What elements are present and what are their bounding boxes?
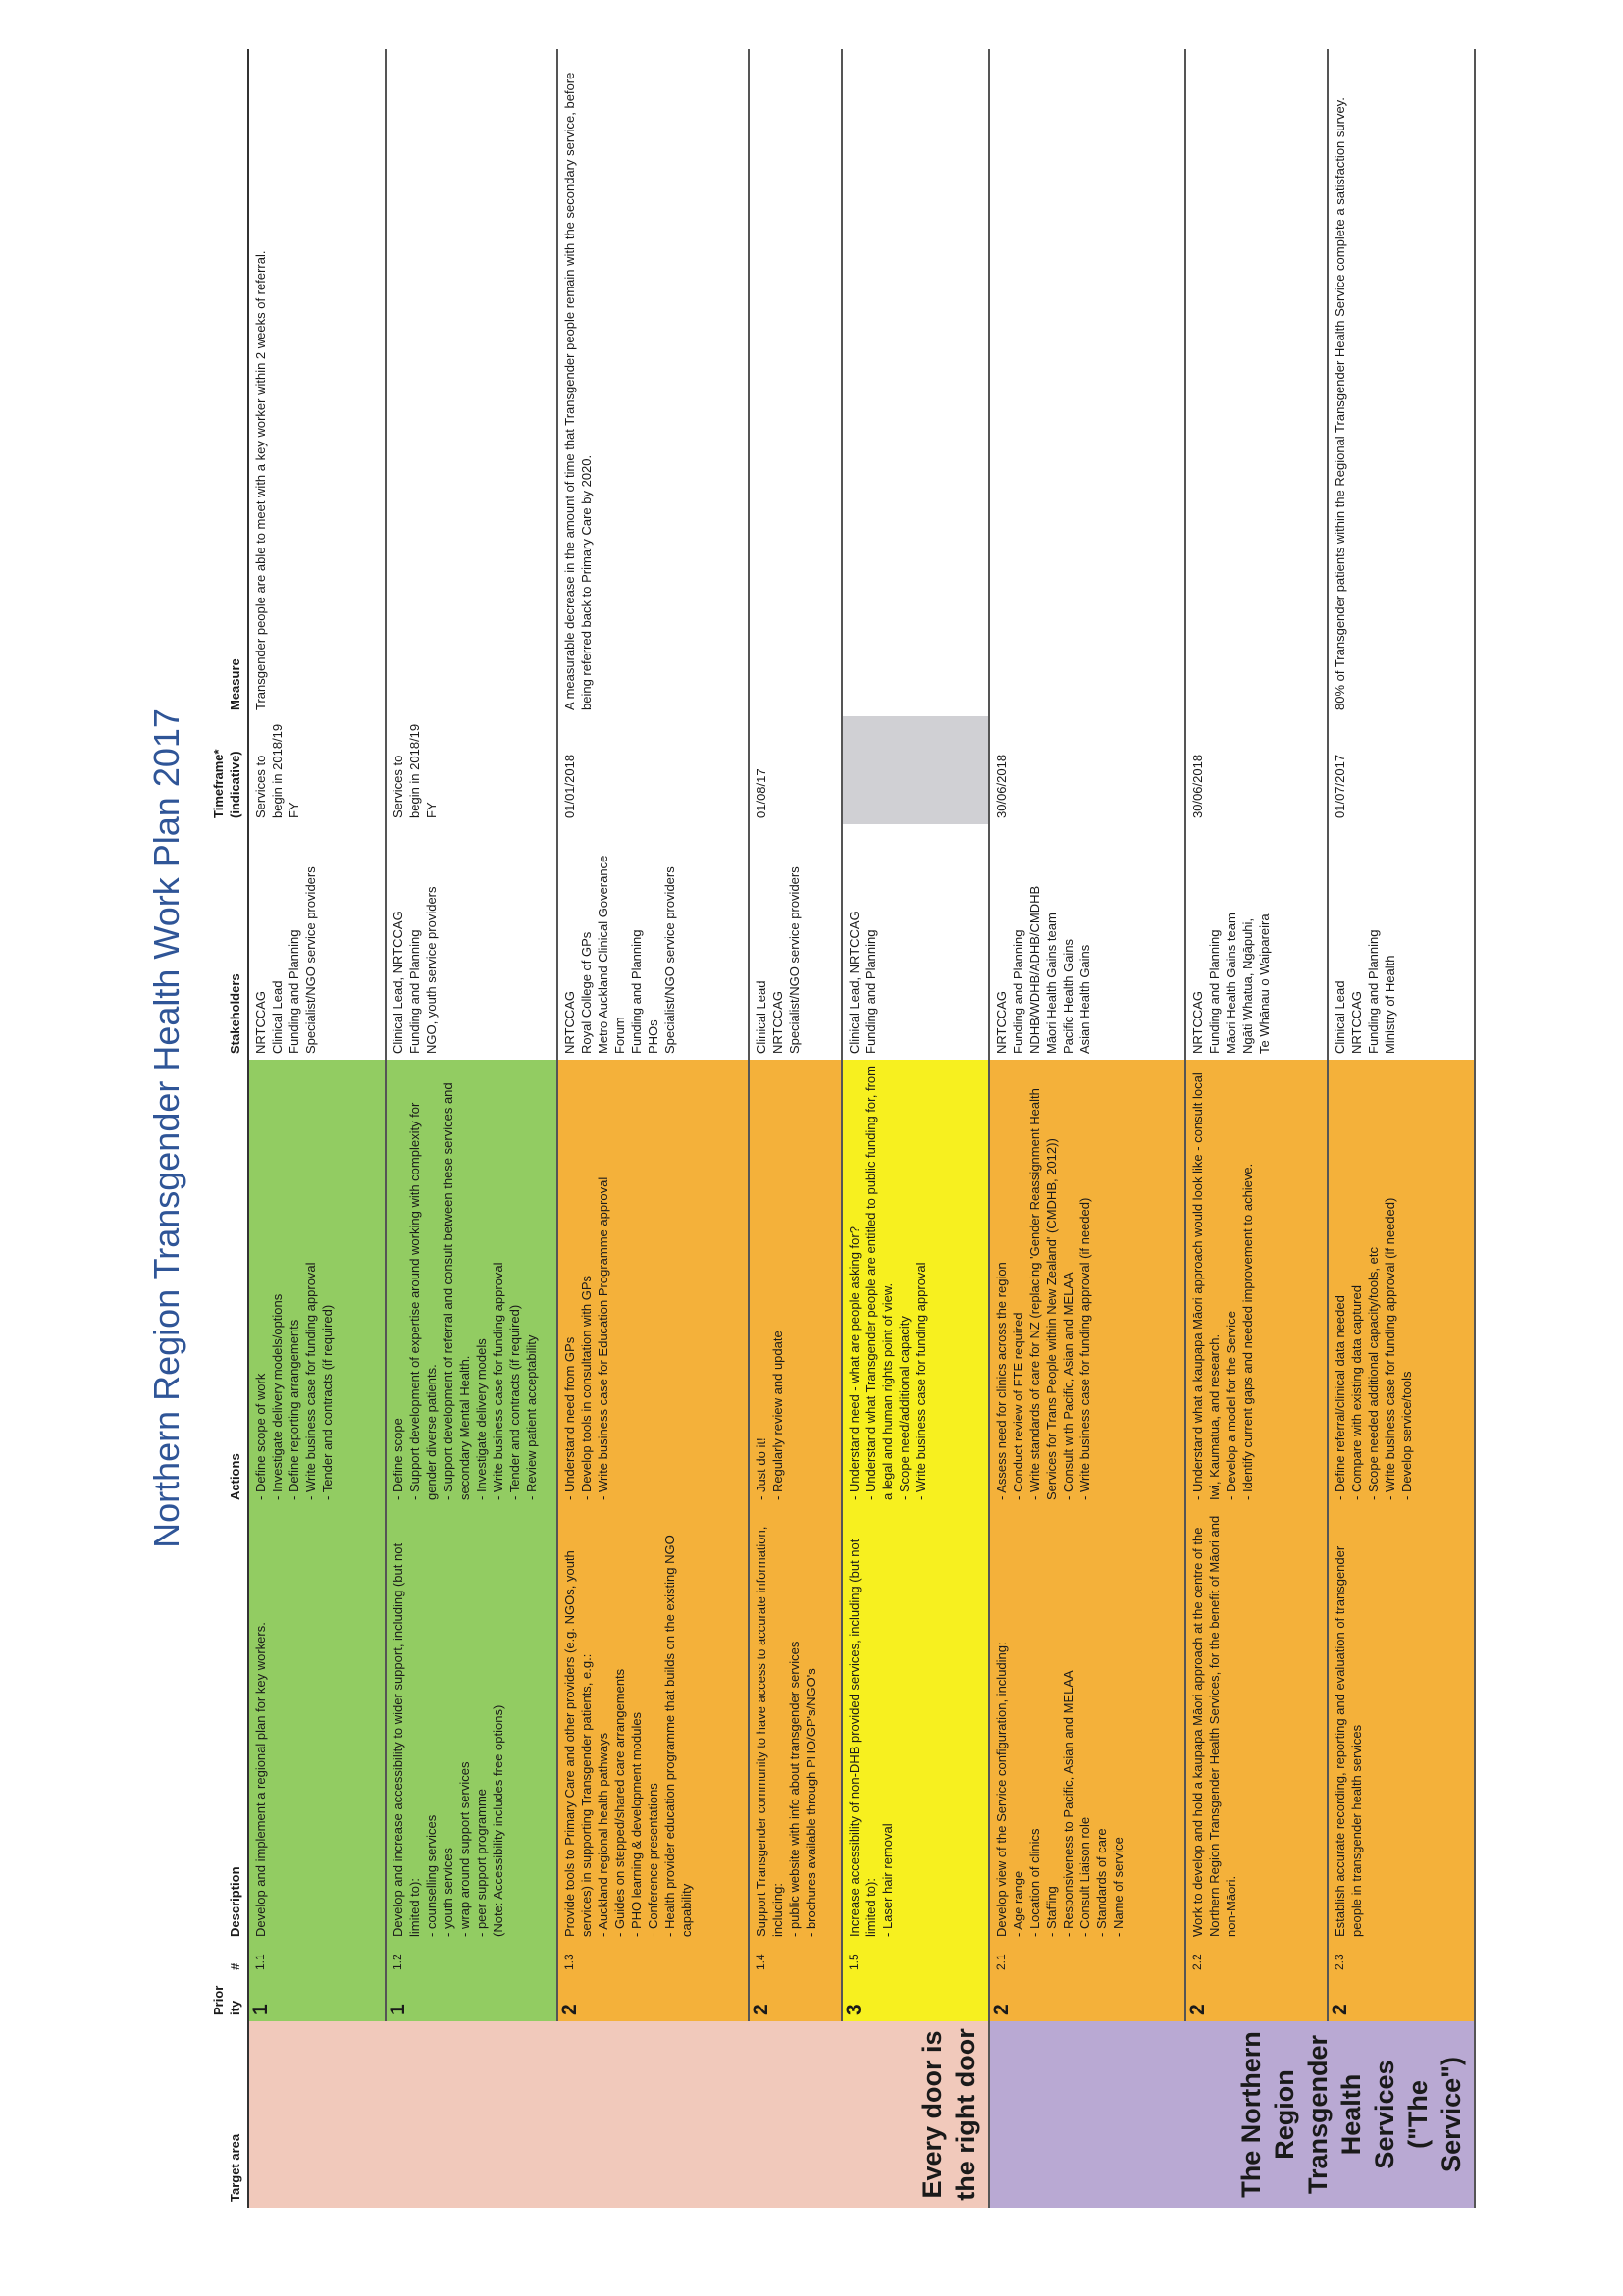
header-description: Description <box>206 1506 248 1943</box>
description-cell <box>248 1506 386 1943</box>
description-line: - Location of clinics <box>1027 1828 1042 1937</box>
table-row <box>1328 49 1475 2208</box>
work-plan-sheet <box>145 49 1519 2208</box>
stakeholder-line: PHOs <box>646 1019 660 1054</box>
stakeholders-cell <box>842 824 989 1060</box>
description-cell <box>386 1506 557 1943</box>
action-line: - Write business case for funding approval (if needed) <box>1383 1197 1397 1500</box>
action-line: - Tender and contracts (if required) <box>320 1304 335 1500</box>
actions-cell <box>386 1060 557 1506</box>
action-line: - Write business case for funding approval <box>303 1262 318 1500</box>
description-cell <box>1185 1506 1328 1943</box>
measure-cell: Transgender people are able to meet with a key worker within 2 weeks of referral. <box>248 49 386 716</box>
description-line: Develop and increase accessibility to wider support, including (but not limited to): <box>391 1542 422 1937</box>
description-line: Develop and implement a regional plan for key workers. <box>253 1622 268 1937</box>
priority-cell: 1 <box>386 1976 557 2021</box>
action-line: - Identify current gaps and needed improvement to achieve. <box>1240 1163 1255 1500</box>
description-line: - Guides on stepped/shared care arrangements <box>612 1668 627 1937</box>
description-line: - Conference presentations <box>646 1783 660 1937</box>
description-line: Work to develop and hold a kaupapa Māori approach at the centre of the Northern Region Transgender Health Services, for the benefit of Māori and non-Māori. <box>1190 1515 1238 1937</box>
number-cell: 1.1 <box>248 1943 386 1976</box>
description-line: - Auckland regional health pathways <box>596 1732 610 1937</box>
actions-cell <box>248 1060 386 1506</box>
timeframe-cell-blank <box>842 716 989 824</box>
stakeholder-line: NRTCCAG <box>770 990 785 1054</box>
timeframe-cell: 01/07/2017 <box>1328 716 1475 824</box>
page-title: Northern Region Transgender Health Work Plan 2017 <box>146 708 186 1548</box>
description-line: Support Transgender community to have access to accurate information, including: <box>754 1526 785 1937</box>
timeframe-cell: 01/01/2018 <box>557 716 749 824</box>
priority-cell: 2 <box>989 1976 1185 2021</box>
description-line: - Health provider education programme that builds on the existing NGO capability <box>662 1535 694 1937</box>
number-cell: 1.3 <box>557 1943 749 1976</box>
priority-cell: 2 <box>557 1976 749 2021</box>
action-line: - Scope needed additional capacity/tools, etc <box>1366 1246 1381 1500</box>
measure-cell: 80% of Transgender patients within the Regional Transgender Health Service complete a satisfaction survey. <box>1328 49 1475 716</box>
priority-cell: 3 <box>842 1976 989 2021</box>
number-cell: 2.1 <box>989 1943 1185 1976</box>
actions-cell <box>749 1060 842 1506</box>
table-row <box>386 49 557 2208</box>
table-row <box>989 49 1185 2208</box>
stakeholder-line: Ministry of Health <box>1383 955 1397 1054</box>
priority-cell: 2 <box>1328 1976 1475 2021</box>
stakeholder-line: Funding and Planning <box>1011 929 1025 1054</box>
action-line: - Write business case for funding approval <box>491 1262 505 1500</box>
stakeholder-line: Pacific Health Gains <box>1061 938 1075 1054</box>
action-line: - Define scope <box>391 1418 405 1500</box>
description-line: - Consult Liaison role <box>1077 1816 1092 1937</box>
description-line: - youth services <box>441 1847 455 1937</box>
measure-cell <box>989 49 1185 716</box>
stakeholder-line: Asian Health Gains <box>1077 944 1092 1054</box>
action-line: - Develop a model for the Service <box>1224 1311 1238 1500</box>
description-line: - brochures available through PHO/GP's/NGO's <box>804 1668 818 1937</box>
stakeholder-line: NRTCCAG <box>562 990 577 1054</box>
stakeholder-line: NDHB/WDHB/ADHB/CMDHB <box>1027 885 1042 1054</box>
header-row <box>206 49 248 2208</box>
stakeholder-line: NRTCCAG <box>1349 990 1364 1054</box>
description-cell <box>989 1506 1185 1943</box>
number-cell: 1.2 <box>386 1943 557 1976</box>
target-area-every-door: Every door is the right door <box>248 2021 989 2208</box>
stakeholder-line: Māori Health Gains team <box>1044 913 1059 1054</box>
stakeholders-cell <box>557 824 749 1060</box>
action-line: - Understand what Transgender people are entitled to public funding for, from a legal and human rights point of view. <box>864 1066 895 1500</box>
stakeholders-cell <box>386 824 557 1060</box>
action-line: - Write business case for Education Programme approval <box>596 1176 610 1500</box>
action-line: - Consult with Pacific, Asian and MELAA <box>1061 1272 1075 1500</box>
action-line: - Support development of expertise around working with complexity for gender diverse patients. <box>407 1102 439 1500</box>
stakeholders-cell <box>1328 824 1475 1060</box>
action-line: - Support development of referral and consult between these services and secondary Mental Health. <box>441 1082 472 1500</box>
description-line: - counselling services <box>424 1814 439 1937</box>
description-line: - Standards of care <box>1094 1828 1109 1937</box>
stakeholder-line: NRTCCAG <box>253 990 268 1054</box>
action-line: - Define scope of work <box>253 1373 268 1500</box>
actions-cell <box>1328 1060 1475 1506</box>
action-line: - Just do it! <box>754 1437 768 1500</box>
action-line: - Define referral/clinical data needed <box>1333 1295 1347 1500</box>
action-line: - Regularly review and update <box>770 1331 785 1500</box>
action-line: - Write standards of care for NZ (replacing 'Gender Reassignment Health Services for Trans People within New Zealand' (CMDHB, 2012)) <box>1027 1088 1059 1500</box>
table-row <box>749 49 842 2208</box>
description-cell <box>749 1506 842 1943</box>
actions-cell <box>842 1060 989 1506</box>
stakeholder-line: Royal College of GPs <box>579 931 594 1054</box>
measure-cell: A measurable decrease in the amount of time that Transgender people remain with the secondary service, before being referred back to Primary Care by 2020. <box>557 49 749 716</box>
timeframe-cell: 01/08/17 <box>749 716 842 824</box>
action-line: - Tender and contracts (if required) <box>507 1304 522 1500</box>
action-line: - Investigate delivery models <box>474 1338 489 1500</box>
header-timeframe: Timeframe* (indicative) <box>206 716 248 824</box>
stakeholder-line: Clinical Lead <box>754 980 768 1054</box>
stakeholders-cell <box>248 824 386 1060</box>
stakeholder-line: Funding and Planning <box>1207 929 1222 1054</box>
action-line: - Write business case for funding approval <box>914 1262 928 1500</box>
actions-cell <box>557 1060 749 1506</box>
timeframe-cell: 30/06/2018 <box>989 716 1185 824</box>
priority-cell: 2 <box>749 1976 842 2021</box>
description-line: Increase accessibility of non-DHB provided services, including (but not limited to): <box>847 1539 878 1937</box>
description-line: - wrap around support services <box>457 1761 472 1937</box>
stakeholder-line: NRTCCAG <box>1190 990 1205 1054</box>
stakeholder-line: Funding and Planning <box>864 929 878 1054</box>
header-target-area: Target area <box>206 2021 248 2208</box>
stakeholder-line: Clinical Lead, NRTCCAG <box>391 911 405 1054</box>
actions-cell <box>989 1060 1185 1506</box>
target-area-northern-region: The Northern Region Transgender Health Services ("The Service") <box>989 2021 1475 2208</box>
action-line: - Understand what a kaupapa Māori approach would look like - consult local Iwi, Kaumatua, and research. <box>1190 1072 1222 1500</box>
action-line: - Scope need/additional capacity <box>897 1316 912 1500</box>
description-cell <box>1328 1506 1475 1943</box>
timeframe-cell: Services to begin in 2018/19 FY <box>386 716 557 824</box>
action-line: - Understand need from GPs <box>562 1336 577 1500</box>
stakeholder-line: Funding and Planning <box>629 929 644 1054</box>
description-line: - public website with info about transgender services <box>787 1641 802 1937</box>
stakeholder-line: Funding and Planning <box>1366 929 1381 1054</box>
timeframe-cell: Services to begin in 2018/19 FY <box>248 716 386 824</box>
description-line: Develop view of the Service configuration, including: <box>994 1642 1009 1937</box>
description-line: (Note: Accessibility includes free options) <box>491 1704 505 1937</box>
action-line: - Write business case for funding approval (if needed) <box>1077 1197 1092 1500</box>
description-line: - Staffing <box>1044 1886 1059 1937</box>
description-cell <box>842 1506 989 1943</box>
priority-cell: 2 <box>1185 1976 1328 2021</box>
stakeholder-line: Funding and Planning <box>407 929 422 1054</box>
measure-cell <box>749 49 842 716</box>
stakeholder-line: Te Whānau o Waipareira <box>1257 913 1272 1054</box>
table-row <box>842 49 989 2208</box>
stakeholder-line: Clinical Lead, NRTCCAG <box>847 911 862 1054</box>
action-line: - Review patient acceptability <box>524 1334 539 1500</box>
header-number: # <box>206 1943 248 1976</box>
timeframe-cell: 30/06/2018 <box>1185 716 1328 824</box>
action-line: - Understand need - what are people asking for? <box>847 1226 862 1500</box>
action-line: - Develop tools in consultation with GPs <box>579 1275 594 1500</box>
measure-cell <box>1185 49 1328 716</box>
stakeholder-line: Māori Health Gains team <box>1224 913 1238 1054</box>
stakeholder-line: Funding and Planning <box>287 929 301 1054</box>
action-line: - Develop service/tools <box>1399 1371 1414 1500</box>
number-cell: 2.2 <box>1185 1943 1328 1976</box>
description-cell <box>557 1506 749 1943</box>
stakeholder-line: Metro Auckland Clinical Goverance Forum <box>596 855 627 1054</box>
description-line: - Responsiveness to Pacific, Asian and MELAA <box>1061 1670 1075 1937</box>
measure-cell <box>386 49 557 716</box>
stakeholders-cell <box>989 824 1185 1060</box>
stakeholder-line: Specialist/NGO service providers <box>787 866 802 1054</box>
stakeholder-line: Specialist/NGO service providers <box>303 866 318 1054</box>
stakeholder-line: NRTCCAG <box>994 990 1009 1054</box>
action-line: - Investigate delivery models/options <box>270 1293 285 1500</box>
stakeholder-line: Specialist/NGO service providers <box>662 866 677 1054</box>
stakeholder-line: Clinical Lead <box>1333 980 1347 1054</box>
description-line: - PHO learning & development modules <box>629 1711 644 1937</box>
stakeholders-cell <box>1185 824 1328 1060</box>
priority-cell: 1 <box>248 1976 386 2021</box>
action-line: - Define reporting arrangements <box>287 1319 301 1500</box>
description-line: - Age range <box>1011 1870 1025 1937</box>
description-line: - Name of service <box>1111 1837 1126 1937</box>
action-line: - Assess need for clinics across the region <box>994 1262 1009 1500</box>
description-line: - Laser hair removal <box>880 1823 895 1937</box>
actions-cell <box>1185 1060 1328 1506</box>
action-line: - Conduct review of FTE required <box>1011 1312 1025 1500</box>
stakeholder-line: NGO, youth service providers <box>424 886 439 1054</box>
description-line: Establish accurate recording, reporting and evaluation of transgender people in transgender health services <box>1333 1545 1364 1937</box>
number-cell: 2.3 <box>1328 1943 1475 1976</box>
stakeholders-cell <box>749 824 842 1060</box>
header-actions: Actions <box>206 1060 248 1506</box>
stakeholder-line: Ngāti Whatua, Ngāpuhi, <box>1240 917 1255 1054</box>
description-line: Provide tools to Primary Care and other providers (e.g. NGOs, youth services) in supporting Transgender patients, e.g.: <box>562 1550 594 1937</box>
action-line: - Compare with existing data captured <box>1349 1285 1364 1500</box>
work-plan-table <box>206 49 1476 2208</box>
table-row <box>248 49 386 2208</box>
stakeholder-line: Clinical Lead <box>270 980 285 1054</box>
number-cell: 1.4 <box>749 1943 842 1976</box>
header-priority: Prior ity <box>206 1976 248 2021</box>
number-cell: 1.5 <box>842 1943 989 1976</box>
measure-cell <box>842 49 989 716</box>
header-measure: Measure <box>206 49 248 716</box>
table-row <box>557 49 749 2208</box>
table-row <box>1185 49 1328 2208</box>
header-stakeholders: Stakeholders <box>206 824 248 1060</box>
description-line: - peer support programme <box>474 1788 489 1937</box>
